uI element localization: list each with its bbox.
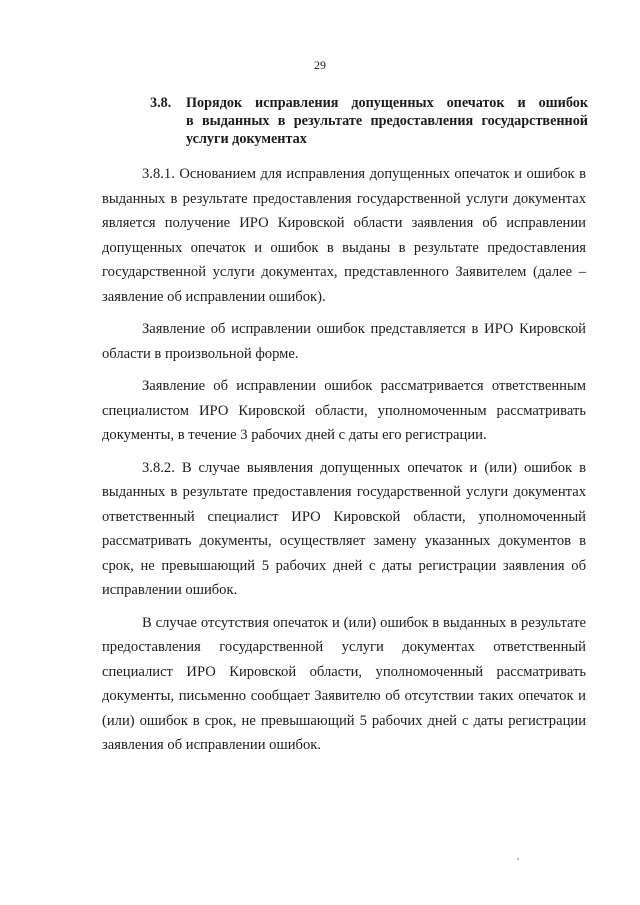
paragraph-review-term: Заявление об исправлении ошибок рассматривается ответственным специалистом ИРО Кировской области, уполномоченным рассматривать документы, в течение 3 рабочих дней с даты его регистрации.	[102, 378, 586, 443]
section-heading-line-1	[150, 94, 588, 112]
paragraph-request-form: Заявление об исправлении ошибок представляется в ИРО Кировской области в произвольной форме.	[102, 321, 586, 362]
body-text	[102, 162, 586, 758]
section-heading	[150, 94, 588, 148]
section-heading-text-1: Порядок исправления допущенных опечаток и ошибок	[186, 95, 588, 111]
paragraph-3-8-1: 3.8.1. Основанием для исправления допущенных опечаток и ошибок в выданных в результате предоставления государственной услуги документах является получение ИРО Кировской области заявления об исправлении допущенных опечаток и ошибок в выданы в результате предоставления государственной услуги документах, представленного Заявителем (далее – заявление об исправлении ошибок).	[102, 166, 586, 305]
page-number: 29	[314, 58, 326, 72]
section-heading-line-3: услуги документах	[186, 131, 307, 147]
paragraph-3-8-2: 3.8.2. В случае выявления допущенных опечаток и (или) ошибок в выданных в результате предоставления государственной услуги документах ответственный специалист ИРО Кировской области, уполномоченный рассматривать документы, осуществляет замену указанных документов в срок, не превышающий 5 рабочих дней с даты регистрации заявления об исправлении ошибок.	[102, 459, 586, 598]
section-heading-line-2: в выданных в результате предоставления государственной	[186, 113, 588, 129]
paragraph-no-errors: В случае отсутствия опечаток и (или) ошибок в выданных в результате предоставления государственной услуги документах ответственный специалист ИРО Кировской области, уполномоченный рассматривать документы, письменно сообщает Заявителю об отсутствии таких опечаток и (или) ошибок в срок, не превышающий 5 рабочих дней с даты регистрации заявления об исправлении ошибок.	[102, 614, 586, 753]
scan-speck	[517, 858, 519, 860]
section-number: 3.8.	[150, 95, 172, 111]
